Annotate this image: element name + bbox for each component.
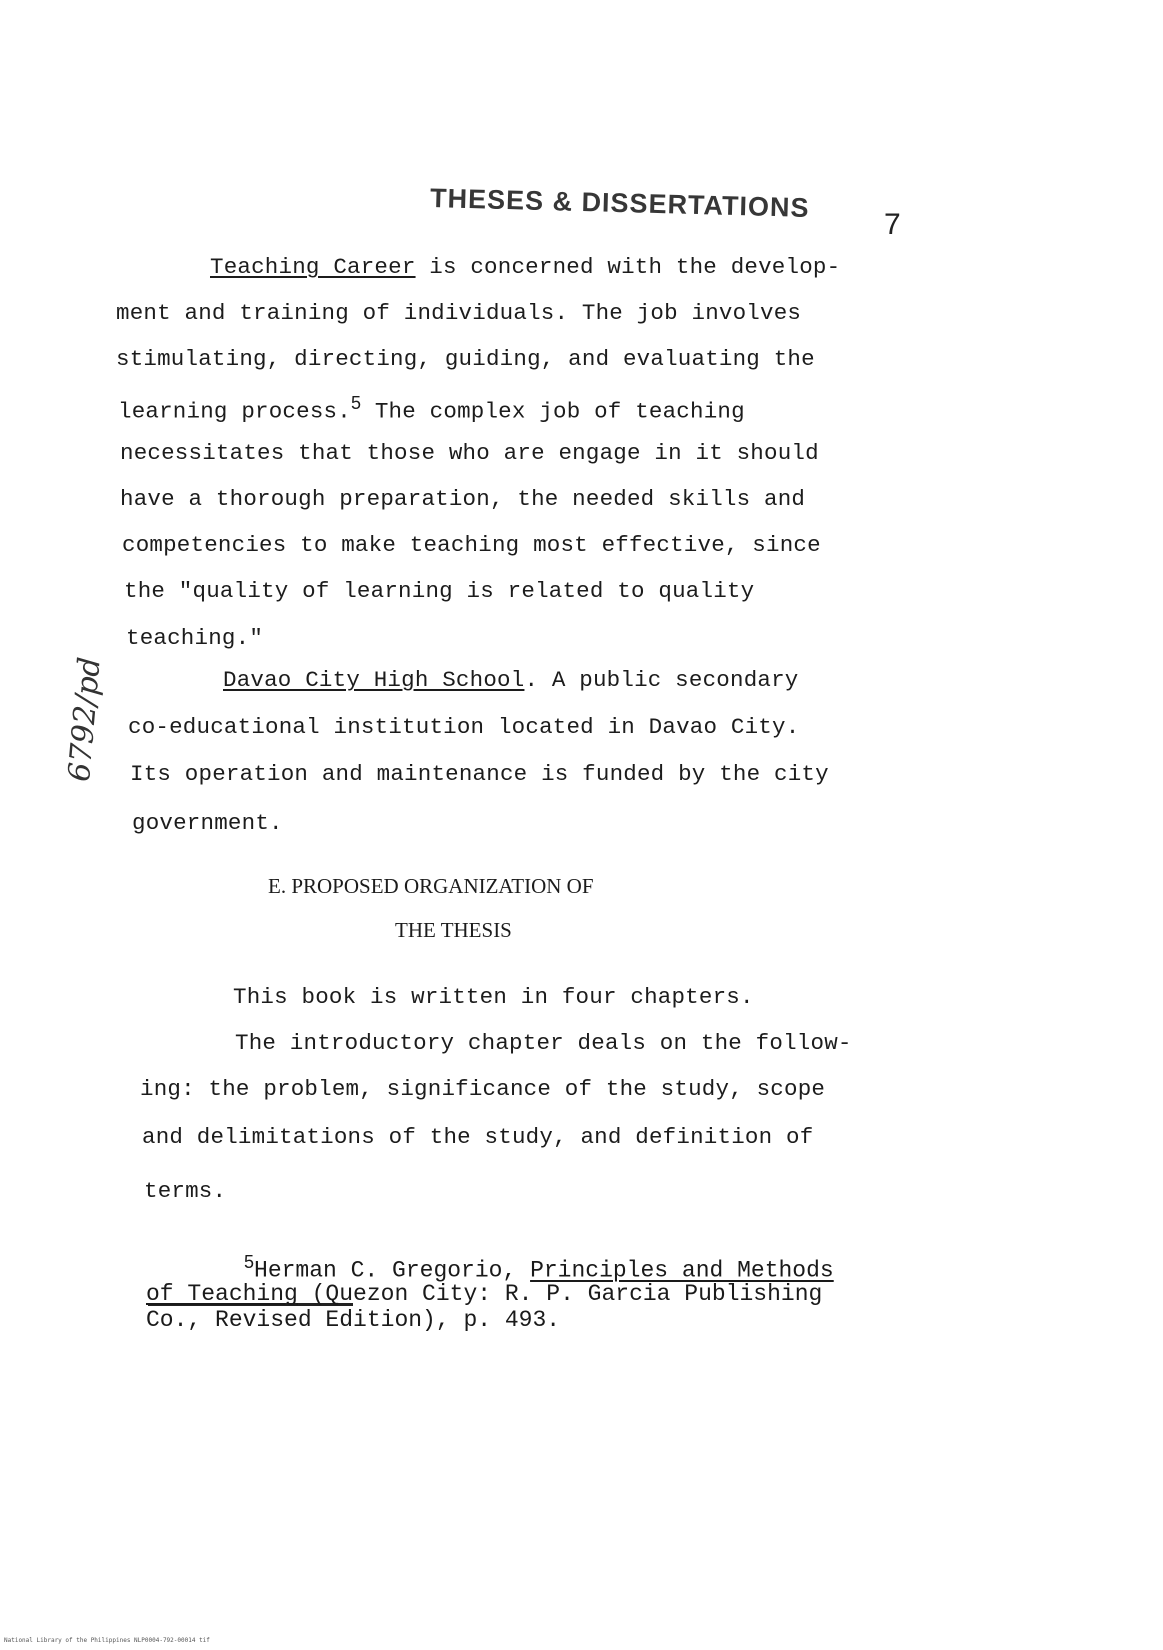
paragraph-2-line-2: co-educational institution located in Davao City.: [128, 714, 800, 740]
footnote-title-part-1: Principles and Methods: [530, 1257, 834, 1284]
footnote-line-2: of Teaching (Quezon City: R. P. Garcia Publishing: [146, 1281, 823, 1307]
term-teaching-career: Teaching Career: [210, 254, 416, 280]
paragraph-2-line-1: Davao City High School. A public secondary: [223, 667, 799, 693]
term-davao-city-high-school: Davao City High School: [223, 667, 525, 693]
footnote-line-3: Co., Revised Edition), p. 493.: [146, 1307, 561, 1333]
paragraph-3-line-4: and delimitations of the study, and definition of: [142, 1124, 814, 1150]
footnote-ref-5: 5: [350, 393, 362, 413]
paragraph-1-line-7: competencies to make teaching most effective, since: [122, 532, 821, 558]
handwritten-margin-note: 6792/pd: [62, 655, 108, 784]
paragraph-1-line-6: have a thorough preparation, the needed skills and: [120, 486, 806, 512]
theses-stamp: THESES & DISSERTATIONS: [429, 183, 810, 223]
paragraph-1-line-1: Teaching Career is concerned with the develop-: [210, 254, 841, 280]
paragraph-1-line-8: the "quality of learning is related to quality: [124, 578, 755, 604]
paragraph-2-line-3: Its operation and maintenance is funded by the city: [130, 761, 829, 787]
paragraph-1-line-5: necessitates that those who are engage in it should: [120, 440, 819, 466]
scan-credit: National Library of the Philippines NLP0004-792-00014 tif: [4, 1637, 210, 1644]
footnote-title-part-2: of Teaching: [146, 1281, 298, 1307]
section-heading-line-1: E. PROPOSED ORGANIZATION OF: [268, 874, 594, 898]
page-number: 7: [884, 208, 901, 241]
paragraph-1-line-3: stimulating, directing, guiding, and evaluating the: [116, 346, 815, 372]
section-heading-line-2: THE THESIS: [395, 918, 512, 942]
footnote-line-1: $^5$Herman C. Gregorio, Principles and Methods: [244, 1252, 834, 1284]
paragraph-3-line-2: The introductory chapter deals on the follow-: [235, 1030, 852, 1056]
paragraph-3-line-3: ing: the problem, significance of the study, scope: [140, 1076, 826, 1102]
paragraph-1-line-4: learning process.$^5$ The complex job of teaching: [118, 393, 745, 425]
paragraph-3-line-5: terms.: [144, 1178, 227, 1204]
paragraph-3-line-1: This book is written in four chapters.: [233, 984, 754, 1010]
paragraph-2-line-4: government.: [132, 810, 283, 836]
paragraph-1-line-9: teaching.": [126, 625, 264, 651]
footnote-marker: 5: [244, 1252, 255, 1272]
paragraph-1-line-2: ment and training of individuals. The job involves: [116, 300, 802, 326]
